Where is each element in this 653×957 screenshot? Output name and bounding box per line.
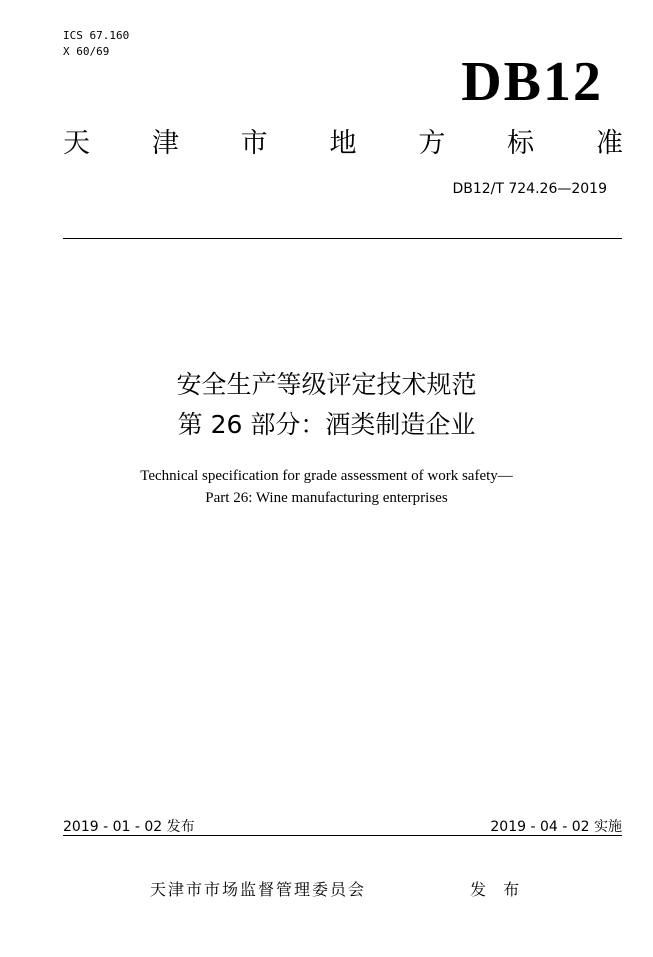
db-code: DB12 <box>461 51 603 113</box>
english-title-line: Technical specification for grade assessment of work safety— <box>140 468 513 484</box>
ics-code: ICS 67.160 <box>63 29 130 42</box>
classification-code: X 60/69 <box>63 45 110 58</box>
standard-type-char: 天 <box>63 128 90 159</box>
publisher: 天津市市场监督管理委员会 <box>150 880 367 899</box>
standard-type-char: 准 <box>595 128 623 159</box>
english-title <box>0 465 653 509</box>
standard-type-char: 地 <box>329 128 357 159</box>
top-divider <box>63 238 622 239</box>
standard-type <box>63 128 623 160</box>
publish-label: 发 布 <box>470 880 526 899</box>
chinese-title-line: 第 26 部分：酒类制造企业 <box>177 410 476 439</box>
chinese-title-line: 安全生产等级评定技术规范 <box>176 370 477 399</box>
standard-number: DB12/T 724.26—2019 <box>452 181 607 197</box>
standard-type-char: 方 <box>418 128 446 159</box>
standard-type-char: 津 <box>151 128 179 159</box>
classification-block <box>63 28 129 60</box>
issue-date: 2019 - 01 - 02 发布 <box>63 819 195 835</box>
standard-type-char: 标 <box>507 128 535 159</box>
chinese-title <box>0 365 653 445</box>
english-title-line: Part 26: Wine manufacturing enterprises <box>205 490 448 506</box>
implementation-date: 2019 - 04 - 02 实施 <box>490 819 622 835</box>
standard-type-char: 市 <box>240 128 268 159</box>
bottom-divider <box>63 835 622 836</box>
